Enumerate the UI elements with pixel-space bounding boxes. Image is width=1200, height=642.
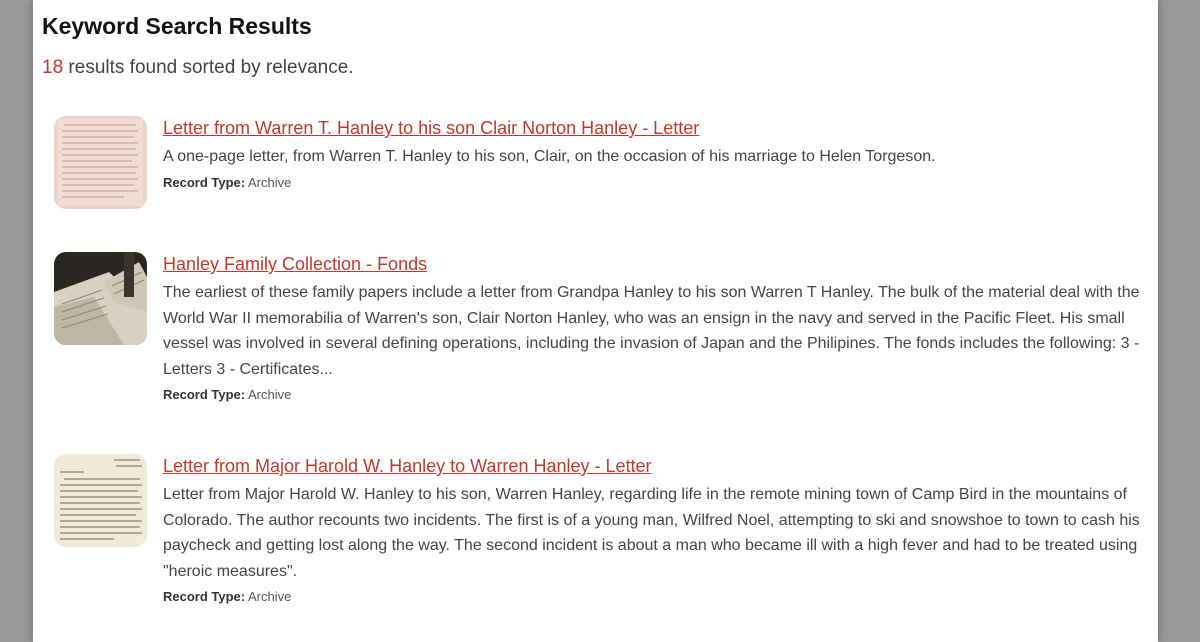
result-title-link[interactable]: Letter from Major Harold W. Hanley to Warren Hanley - Letter (163, 456, 652, 476)
handwritten-letter-icon (54, 116, 147, 209)
results-panel (33, 0, 1158, 642)
results-count (42, 57, 354, 79)
result-content (163, 454, 1143, 604)
page-title: Keyword Search Results (42, 13, 312, 39)
result-thumbnail[interactable] (54, 116, 147, 209)
handwritten-letter-icon (54, 454, 147, 547)
result-content (163, 252, 1143, 402)
documents-photo-icon (54, 252, 147, 345)
result-description: A one-page letter, from Warren T. Hanley to his son, Clair, on the occasion of his marriage to Helen Torgeson. (163, 148, 936, 165)
record-type (163, 387, 1143, 402)
record-type-value: Archive (248, 387, 292, 402)
result-thumbnail[interactable] (54, 252, 147, 345)
result-description: Letter from Major Harold W. Hanley to his son, Warren Hanley, regarding life in the remote mining town of Camp Bird in the mountains of Colorado. The author recounts two incidents. The first is of a young man, Wilfred Noel, attempting to ski and snowshoe to town to cash his paycheck and getting lost along the way. The second incident is about a man who became ill with a high fever and had to be treated using "heroic measures". (163, 486, 1140, 580)
record-type-label: Record Type: (163, 589, 246, 604)
result-thumbnail[interactable] (54, 454, 147, 547)
result-count-number: 18 (42, 57, 64, 78)
result-content (163, 116, 1143, 190)
result-count-text: results found sorted by relevance. (63, 57, 354, 78)
record-type-value: Archive (248, 174, 292, 190)
result-description: The earliest of these family papers include a letter from Grandpa Hanley to his son Warren T Hanley. The bulk of the material deal with the World War II memorabilia of Warren's son, Clair Norton Hanley, who was an ensign in the navy and served in the Pacific Fleet. His small vessel was involved in several defining operations, including the invasion of Japan and the Philipines. The fonds includes the following: 3 - Letters 3 - Certificates... (163, 284, 1140, 378)
result-title-link[interactable]: Letter from Warren T. Hanley to his son Clair Norton Hanley - Letter (163, 118, 700, 138)
result-title-link[interactable]: Hanley Family Collection - Fonds (163, 254, 428, 274)
record-type (163, 589, 1143, 604)
record-type-label: Record Type: (163, 174, 246, 190)
record-type (163, 175, 1143, 190)
record-type-label: Record Type: (163, 387, 246, 402)
record-type-value: Archive (248, 589, 292, 604)
